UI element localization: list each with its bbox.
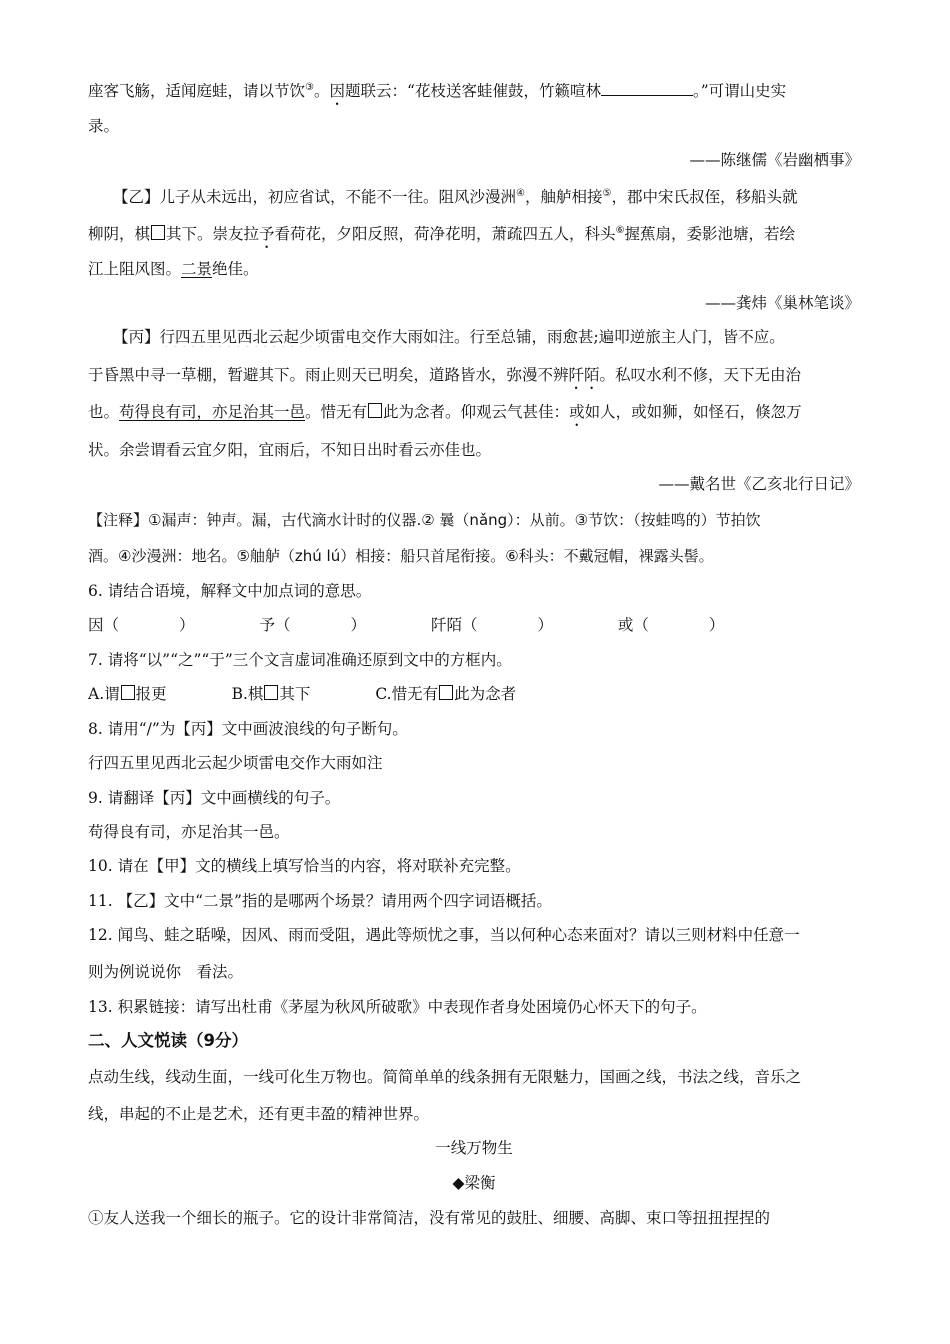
text: 握蕉扇，委影池塘，若绘 [624, 225, 796, 243]
notes-line-1: 【注释】①漏声：钟声。漏，古代滴水计时的仪器.② 曩（nǎng）：从前。③节饮：（按蛙鸣的）节拍饮 [88, 511, 761, 529]
section-heading: 二、人文悦读（9分） [88, 1031, 248, 1050]
dotted-word: 予 [259, 225, 275, 243]
option-a: A.谓 [88, 685, 120, 703]
passage-bing-line-4: 状。余尝谓看云宜夕阳，宜雨后，不知日出时看云亦佳也。 [88, 441, 492, 459]
passage-bing-line-1 [113, 327, 860, 347]
question-9: 9. 请翻译【丙】文中画横线的句子。 [88, 789, 341, 807]
section-intro-line-2: 线，串起的不止是艺术，还有更丰盈的精神世界。 [88, 1105, 430, 1123]
question-12-line-2: 则为例说说你 看法。 [88, 963, 244, 981]
text: 。 [313, 82, 330, 100]
passage-jia-source: ——陈继儒《岩幽栖事》 [689, 151, 860, 169]
q6-item: ） [708, 616, 725, 634]
footnote-marker: ④ [516, 188, 525, 199]
passage-jia-line-2: 录。 [88, 117, 120, 135]
text: 绝佳。 [212, 260, 259, 278]
passage-jia-line-1 [88, 78, 860, 109]
section-intro-line-1: 点动生线，线动生面，一线可化生万物也。简简单单的线条拥有无限魅力，国画之线，书法之线，音乐之 [88, 1068, 802, 1086]
passage-yi-source: ——龚炜《巢林笔谈》 [704, 294, 860, 312]
question-10: 10. 请在【甲】文的横线上填写恰当的内容，将对联补充完整。 [88, 857, 521, 875]
question-6: 6. 请结合语境，解释文中加点词的意思。 [88, 582, 372, 600]
option-b: B.棋 [231, 685, 264, 703]
text: 此为念者。仰观云气甚佳： [383, 403, 570, 421]
option-c-rest: 此为念者 [454, 685, 517, 703]
text: 也。 [88, 403, 120, 421]
question-12-line-1: 12. 闻鸟、蛙之聒噪，因风、雨而受阻，遇此等烦忧之事，当以何种心态来面对？请以三则材料中任意一 [88, 926, 800, 944]
option-b-rest: 其下 [279, 685, 311, 703]
q6-item: 或（ [617, 616, 649, 634]
question-7: 7. 请将“以”“之”“于”三个文言虚词准确还原到文中的方框内。 [88, 651, 512, 669]
text: ，郡中宋氏叔侄，移船头就 [611, 188, 798, 206]
blank-box [439, 685, 453, 700]
blank-box [121, 685, 135, 700]
text: 于昏黑中寻一草棚，暂避其下。雨止则天已明矣，道路皆水，弥漫不辨 [88, 366, 569, 384]
dotted-word: 因 [329, 82, 346, 100]
dotted-word: 或 [569, 403, 585, 421]
q6-item: 予（ [259, 616, 291, 634]
fill-blank-line [601, 81, 693, 96]
q6-item: 因（ [88, 616, 120, 634]
option-a-rest: 报更 [135, 685, 167, 703]
footnote-marker: ⑥ [615, 225, 625, 236]
text: 【乙】儿子从未远出，初应省试，不能不一往。阻风沙漫洲 [113, 188, 517, 206]
text: 。私叹水利不修，天下无由治 [599, 366, 802, 384]
question-11: 11. 【乙】文中“二景”指的是哪两个场景？请用两个四字词语概括。 [88, 892, 552, 910]
q6-item: ） [179, 616, 195, 634]
article-author: ◆梁衡 [452, 1174, 496, 1192]
text: 如人，或如狮，如怪石，倏忽万 [584, 403, 802, 421]
passage-bing-line-2 [88, 365, 860, 393]
text: 看荷花，夕阳反照，荷净花明，萧疏四五人，科头 [274, 225, 616, 243]
question-8: 8. 请用“/”为【丙】文中画波浪线的句子断句。 [88, 720, 408, 738]
text: 【丙】 [113, 328, 160, 346]
text: 题联云：“花枝送客蛙催鼓，竹籁喧林 [345, 82, 601, 100]
blank-box [368, 403, 382, 418]
question-9-text: 苟得良有司，亦足治其一邑。 [88, 823, 290, 841]
passage-bing-line-3 [88, 402, 860, 430]
blank-box [151, 225, 165, 240]
wavy-underlined-sentence: 行四五里见西北云起少顷雷电交作大雨如注 [159, 328, 455, 346]
text: 其下。崇友拉 [166, 225, 260, 243]
text: 座客飞觞，适闻庭蛙，请以节饮 [88, 82, 306, 100]
text: 江上阻风图。 [88, 260, 182, 278]
passage-bing-source: ——戴名世《乙亥北行日记》 [658, 475, 860, 493]
text: 。惜无有 [305, 403, 368, 421]
q6-item: ） [537, 616, 553, 634]
article-title: 一线万物生 [435, 1139, 513, 1157]
underlined-word: 二景 [181, 260, 213, 278]
passage-yi-line-1 [113, 184, 860, 207]
notes-line-2: 酒。④沙漫洲：地名。⑤舳舻（zhú lú）相接：船只首尾衔接。⑥科头：不戴冠帽，裸露头髻。 [88, 547, 714, 565]
passage-yi-line-2 [88, 221, 860, 252]
q6-item: ） [350, 616, 366, 634]
footnote-marker: ⑤ [602, 188, 612, 199]
text: 柳阴，棋 [88, 225, 151, 243]
q6-item: 阡陌（ [430, 616, 478, 634]
text: 。行至总铺，雨愈甚;遍叩逆旅主人门，皆不应。 [454, 328, 785, 346]
blank-box [264, 685, 278, 700]
dotted-word: 阡陌 [568, 366, 600, 384]
text: ，舳舻相接 [524, 188, 603, 206]
question-7-options [88, 684, 860, 704]
underlined-sentence: 苟得良有司，亦足治其一邑 [119, 403, 306, 421]
question-8-text: 行四五里见西北云起少顷雷电交作大雨如注 [88, 754, 383, 772]
footnote-marker: ③ [305, 82, 314, 93]
passage-yi-line-3 [88, 259, 860, 279]
question-13: 13. 积累链接：请写出杜甫《茅屋为秋风所破歌》中表现作者身处困境仍心怀天下的句子。 [88, 998, 707, 1016]
article-paragraph-1: ①友人送我一个细长的瓶子。它的设计非常简洁，没有常见的鼓肚、细腰、高脚、束口等扭扭捏捏的 [88, 1209, 771, 1227]
option-c: C.惜无有 [375, 685, 439, 703]
question-6-items [88, 615, 860, 635]
text: 。”可谓山史实 [692, 82, 787, 100]
